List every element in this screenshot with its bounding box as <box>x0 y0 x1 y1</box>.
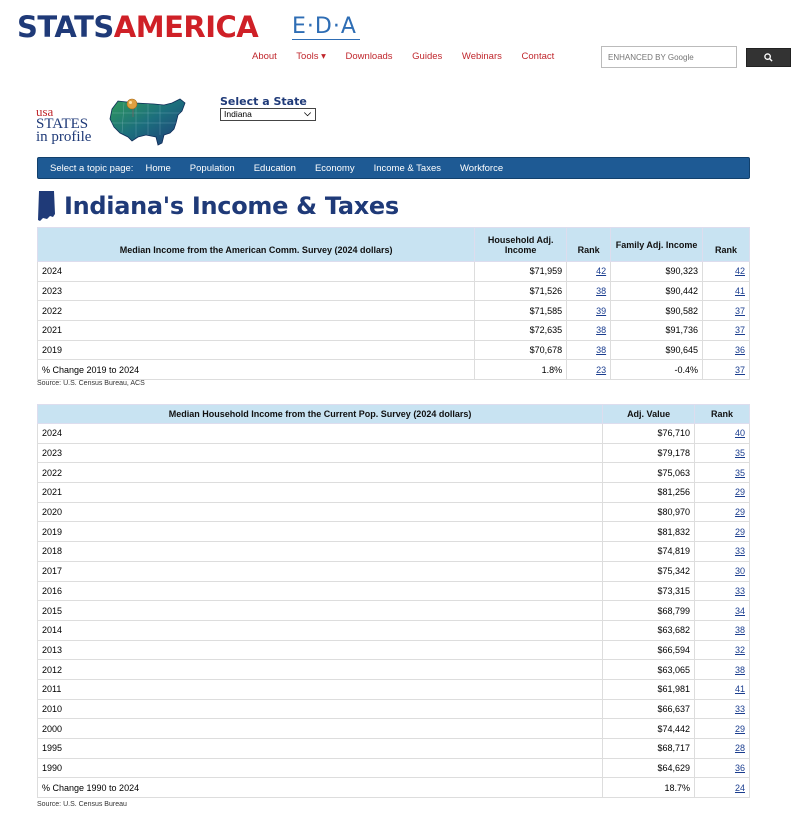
table-row <box>38 522 750 542</box>
profile-logo-text <box>36 105 91 144</box>
profile-logo-file: file <box>71 129 92 145</box>
cps-income-table <box>37 404 750 798</box>
row-label: 2019 <box>38 340 475 360</box>
nav-about[interactable]: About <box>252 51 277 62</box>
rank-link[interactable]: 35 <box>734 467 745 478</box>
select-state-label: Select a State <box>220 95 307 108</box>
rank-cell <box>703 321 750 341</box>
value-cell: $75,063 <box>603 463 695 483</box>
row-label: 2014 <box>38 620 603 640</box>
row-label: 2017 <box>38 561 603 581</box>
rank-link[interactable]: 33 <box>734 703 745 714</box>
profile-logo-states: STATES <box>36 116 89 132</box>
table-row <box>38 542 750 562</box>
table-row <box>38 581 750 601</box>
rank-cell <box>695 699 750 719</box>
value-cell: $61,981 <box>603 679 695 699</box>
value-cell: $66,594 <box>603 640 695 660</box>
eda-logo-text: E·D·A <box>292 14 357 39</box>
row-label: 2021 <box>38 321 475 341</box>
value-cell: $71,526 <box>475 281 567 301</box>
value-cell: $90,442 <box>611 281 703 301</box>
table-row <box>38 483 750 503</box>
cps-header-rank: Rank <box>695 405 750 424</box>
topic-bar-label: Select a topic page: <box>50 162 134 174</box>
table-row <box>38 719 750 739</box>
rank-cell <box>695 778 750 798</box>
rank-cell <box>695 739 750 759</box>
rank-cell <box>567 281 611 301</box>
eda-logo-subtitle <box>292 39 360 43</box>
row-label: % Change 2019 to 2024 <box>38 360 475 380</box>
rank-cell <box>703 301 750 321</box>
profile-logo-inprofile <box>36 131 91 144</box>
cps-source: Source: U.S. Census Bureau <box>37 801 127 808</box>
rank-link[interactable]: 32 <box>734 644 745 655</box>
rank-link[interactable]: 41 <box>734 684 745 695</box>
row-label: 2024 <box>38 424 603 444</box>
rank-cell <box>695 542 750 562</box>
rank-cell <box>695 640 750 660</box>
search-button[interactable] <box>746 48 791 67</box>
value-cell: $81,256 <box>603 483 695 503</box>
acs-header-rank-1: Rank <box>567 228 611 262</box>
row-label: 2013 <box>38 640 603 660</box>
value-cell: $72,635 <box>475 321 567 341</box>
rank-link[interactable]: 37 <box>734 305 745 316</box>
table-row <box>38 699 750 719</box>
rank-link[interactable]: 34 <box>734 605 745 616</box>
table-row <box>38 620 750 640</box>
topic-home[interactable]: Home <box>145 162 171 174</box>
rank-cell <box>567 360 611 380</box>
table-row <box>38 561 750 581</box>
logo-stats-text: STATS <box>17 10 114 44</box>
search-icon <box>764 53 773 62</box>
rank-cell <box>567 340 611 360</box>
rank-link[interactable]: 37 <box>734 325 745 336</box>
table-row <box>38 679 750 699</box>
statsamerica-logo[interactable] <box>17 10 258 44</box>
rank-cell <box>695 620 750 640</box>
rank-cell <box>695 581 750 601</box>
row-label: 2012 <box>38 660 603 680</box>
table-row <box>38 601 750 621</box>
value-cell: -0.4% <box>611 360 703 380</box>
value-cell: $74,442 <box>603 719 695 739</box>
rank-cell <box>695 758 750 778</box>
nav-webinars[interactable]: Webinars <box>461 51 502 62</box>
rank-link[interactable]: 29 <box>734 526 745 537</box>
value-cell: $91,736 <box>611 321 703 341</box>
rank-link[interactable]: 40 <box>734 428 745 439</box>
table-row <box>38 340 750 360</box>
row-label: 1995 <box>38 739 603 759</box>
top-nav <box>252 51 571 62</box>
rank-link[interactable]: 38 <box>734 664 745 675</box>
value-cell: $90,323 <box>611 262 703 282</box>
table-row <box>38 262 750 282</box>
search-input[interactable] <box>601 46 737 68</box>
row-label: 2022 <box>38 463 603 483</box>
rank-link[interactable]: 38 <box>596 345 607 356</box>
topic-nav-bar <box>37 157 750 179</box>
row-label: 2022 <box>38 301 475 321</box>
rank-cell <box>703 281 750 301</box>
topic-income-taxes[interactable]: Income & Taxes <box>373 162 441 174</box>
table-row <box>38 424 750 444</box>
value-cell: $68,717 <box>603 739 695 759</box>
value-cell: $70,678 <box>475 340 567 360</box>
rank-link[interactable]: 39 <box>596 305 607 316</box>
row-label: 2020 <box>38 502 603 522</box>
rank-link[interactable]: 33 <box>734 585 745 596</box>
profile-logo-usa: usa <box>36 104 54 119</box>
state-dropdown-value: Indiana <box>224 109 252 119</box>
rank-link[interactable]: 28 <box>734 743 745 754</box>
value-cell: $66,637 <box>603 699 695 719</box>
rank-link[interactable]: 36 <box>734 345 745 356</box>
row-label: 2018 <box>38 542 603 562</box>
rank-cell <box>695 502 750 522</box>
table-row <box>38 301 750 321</box>
cps-header-label: Median Household Income from the Current Pop. Survey (2024 dollars) <box>38 405 603 424</box>
rank-cell <box>695 522 750 542</box>
table-row <box>38 758 750 778</box>
usa-map-icon <box>106 95 188 150</box>
rank-link[interactable]: 24 <box>734 782 745 793</box>
rank-cell <box>695 719 750 739</box>
rank-cell <box>567 262 611 282</box>
value-cell: $71,959 <box>475 262 567 282</box>
table-row <box>38 443 750 463</box>
table-row <box>38 660 750 680</box>
page-title-text: Indiana's Income & Taxes <box>64 192 399 220</box>
value-cell: $73,315 <box>603 581 695 601</box>
nav-contact[interactable]: Contact <box>521 51 555 62</box>
acs-header-rank-2: Rank <box>703 228 750 262</box>
rank-link[interactable]: 37 <box>734 364 745 375</box>
indiana-state-icon <box>36 190 58 222</box>
eda-logo[interactable] <box>292 14 360 43</box>
rank-link[interactable]: 29 <box>734 487 745 498</box>
row-label: 2000 <box>38 719 603 739</box>
nav-tools[interactable]: Tools ▾ <box>296 51 326 62</box>
site-search <box>601 46 737 68</box>
rank-cell <box>695 601 750 621</box>
acs-header-family: Family Adj. Income <box>611 228 703 262</box>
nav-guides[interactable]: Guides <box>412 51 443 62</box>
row-label: 2021 <box>38 483 603 503</box>
rank-cell <box>703 262 750 282</box>
chevron-down-icon: ⌵ <box>304 108 311 118</box>
state-dropdown[interactable] <box>220 108 316 121</box>
rank-link[interactable]: 23 <box>596 364 607 375</box>
rank-cell <box>695 561 750 581</box>
value-cell: $71,585 <box>475 301 567 321</box>
rank-link[interactable]: 38 <box>734 625 745 636</box>
value-cell: $68,799 <box>603 601 695 621</box>
rank-link[interactable]: 35 <box>734 448 745 459</box>
logo-america-text: AMERICA <box>113 10 259 44</box>
table-row <box>38 360 750 380</box>
rank-cell <box>695 443 750 463</box>
value-cell: $75,342 <box>603 561 695 581</box>
page-title <box>36 190 399 222</box>
rank-cell <box>703 340 750 360</box>
rank-link[interactable]: 41 <box>734 286 745 297</box>
row-label: 2019 <box>38 522 603 542</box>
rank-link[interactable]: 29 <box>734 723 745 734</box>
row-label: % Change 1990 to 2024 <box>38 778 603 798</box>
value-cell: $74,819 <box>603 542 695 562</box>
state-selector <box>220 95 316 121</box>
value-cell: $90,582 <box>611 301 703 321</box>
row-label: 2010 <box>38 699 603 719</box>
value-cell: $64,629 <box>603 758 695 778</box>
row-label: 2023 <box>38 281 475 301</box>
rank-link[interactable]: 38 <box>596 286 607 297</box>
topic-population[interactable]: Population <box>189 162 235 174</box>
rank-link[interactable]: 30 <box>734 566 745 577</box>
row-label: 1990 <box>38 758 603 778</box>
value-cell: $80,970 <box>603 502 695 522</box>
rank-link[interactable]: 42 <box>734 266 745 277</box>
rank-cell <box>695 660 750 680</box>
value-cell: $81,832 <box>603 522 695 542</box>
rank-cell <box>695 483 750 503</box>
table-row <box>38 739 750 759</box>
rank-cell <box>695 424 750 444</box>
cps-header-value: Adj. Value <box>603 405 695 424</box>
row-label: 2016 <box>38 581 603 601</box>
value-cell: 1.8% <box>475 360 567 380</box>
acs-header-label: Median Income from the American Comm. Survey (2024 dollars) <box>38 228 475 262</box>
rank-link[interactable]: 42 <box>596 266 607 277</box>
table-row <box>38 281 750 301</box>
rank-cell <box>695 679 750 699</box>
table-row <box>38 640 750 660</box>
acs-header-household: Household Adj. Income <box>475 228 567 262</box>
rank-link[interactable]: 29 <box>734 507 745 518</box>
acs-source: Source: U.S. Census Bureau, ACS <box>37 380 145 387</box>
rank-link[interactable]: 33 <box>734 546 745 557</box>
rank-cell <box>695 463 750 483</box>
rank-cell <box>703 360 750 380</box>
rank-cell <box>567 321 611 341</box>
row-label: 2015 <box>38 601 603 621</box>
value-cell: $79,178 <box>603 443 695 463</box>
value-cell: $63,065 <box>603 660 695 680</box>
value-cell: $63,682 <box>603 620 695 640</box>
row-label: 2023 <box>38 443 603 463</box>
topic-workforce[interactable]: Workforce <box>460 162 504 174</box>
rank-cell <box>567 301 611 321</box>
value-cell: 18.7% <box>603 778 695 798</box>
value-cell: $90,645 <box>611 340 703 360</box>
value-cell: $76,710 <box>603 424 695 444</box>
table-row <box>38 778 750 798</box>
usa-states-in-profile-logo[interactable] <box>36 95 196 150</box>
rank-link[interactable]: 36 <box>734 763 745 774</box>
topic-economy[interactable]: Economy <box>314 162 355 174</box>
table-row <box>38 321 750 341</box>
table-row <box>38 502 750 522</box>
rank-link[interactable]: 38 <box>596 325 607 336</box>
topic-education[interactable]: Education <box>253 162 296 174</box>
profile-logo-inpro: in pro <box>36 129 72 145</box>
row-label: 2011 <box>38 679 603 699</box>
row-label: 2024 <box>38 262 475 282</box>
acs-income-table <box>37 227 750 380</box>
nav-downloads[interactable]: Downloads <box>345 51 393 62</box>
table-row <box>38 463 750 483</box>
